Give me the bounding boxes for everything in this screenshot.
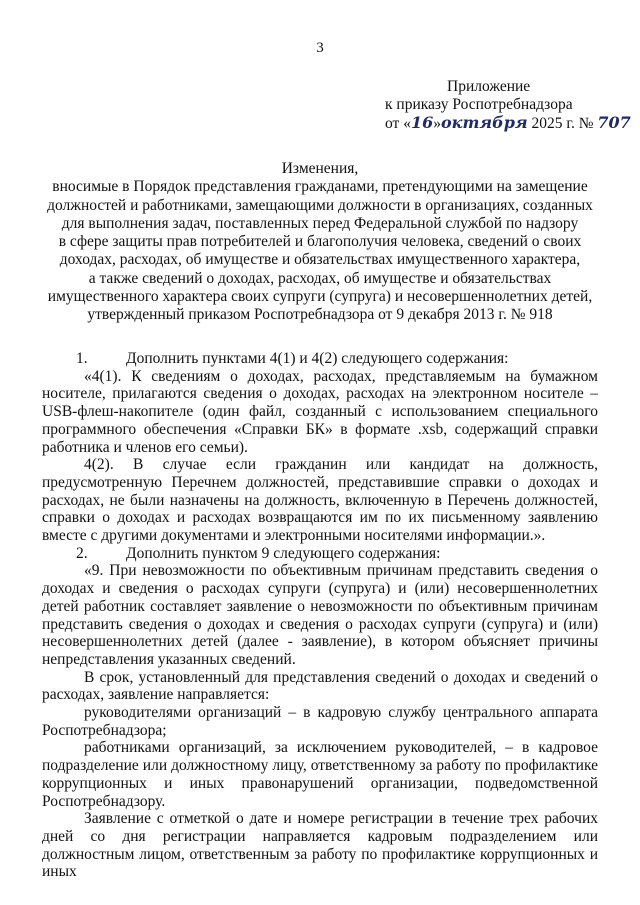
date-mid: »: [433, 115, 441, 132]
item-number: 2.: [76, 544, 88, 562]
item-text: Дополнить пунктами 4(1) и 4(2) следующего содержания:: [126, 350, 509, 367]
numbered-item-1: [42, 350, 598, 368]
numbered-item-2: [42, 545, 598, 563]
document-body: [42, 350, 598, 881]
title-line: в сфере защиты прав потребителей и благополучия человека, сведений о своих: [58, 233, 582, 251]
paragraph-4-1: «4(1). К сведениям о доходах, расходах, представляемым на бумажном носителе, прилагаются сведения о доходах, расходах на электронном носителе – USB-флеш-накопителе (один файл, созданный с использованием специального программного обеспечения «Справки БК» в формате .xsb, содержащий справки работника и членов его семьи).: [42, 367, 598, 456]
title-line: доходах, расходах, об имуществе и обязательствах имущественного характера,: [59, 251, 581, 269]
title-line: а также сведений о доходах, расходах, об имуществе и обязательствах: [88, 269, 552, 287]
date-year: 2025 г. №: [531, 115, 594, 132]
paragraph-4-2: 4(2). В случае если гражданин или кандидат на должность, предусмотренную Перечнем должностей, представившие справки о доходах и расходах, не были назначены на должность, включенную в Перечень должностей, справки о доходах и расходах возвращаются им по их письменному заявлению вместе с другими документами и электронными носителями информации.».: [42, 456, 598, 545]
paragraph-heads: руководителями организаций – в кадровую службу центрального аппарата Роспотребнадзора;: [42, 704, 598, 739]
appendix-order-ref: к приказу Роспотребнадзора: [385, 96, 573, 113]
title-line: вносимые в Порядок представления гражданами, претендующими на замещение: [52, 178, 588, 196]
page-number: 3: [316, 40, 324, 56]
handwritten-day: 16: [410, 113, 434, 132]
item-number: 1.: [76, 350, 88, 367]
paragraph-9: «9. При невозможности по объективным причинам представить сведения о доходах и сведения о расходах супруги (супруга) и (или) несовершеннолетних детей работник составляет заявление о невозможности по объективным причинам представить сведения о доходах и сведения о расходах супруги (супруга) и (или) несовершеннолетних детей (далее - заявление), в котором объясняет причины непредставления указанных сведений.: [42, 562, 598, 668]
item-text: Дополнить пунктом 9 следующего содержания:: [126, 544, 441, 562]
paragraph-registration: Заявление с отметкой о дате и номере регистрации в течение трех рабочих дней со дня регистрации направляется кадровым подразделением или должностным лицом, ответственным за работу по профилактике коррупционных и иных: [42, 810, 598, 881]
date-prefix: от «: [385, 115, 411, 132]
appendix-block: [385, 78, 631, 133]
title-line: должностей и работниками, замещающими должности в организациях, созданных: [47, 196, 593, 214]
title-heading: Изменения,: [281, 160, 359, 177]
handwritten-order-number: 707: [597, 113, 631, 132]
title-line: для выполнения задач, поставленных перед Федеральной службой по надзору: [61, 214, 579, 232]
paragraph-employees: работниками организаций, за исключением руководителей, – в кадровое подразделение или должностному лицу, ответственному за работу по профилактике коррупционных и иных правонарушений организации, подведомственной Роспотребнадзору.: [42, 739, 598, 810]
paragraph-deadline: В срок, установленный для представления сведений о доходах и сведений о расходах, заявление направляется:: [42, 668, 598, 704]
title-line: утвержденный приказом Роспотребнадзора от 9 декабря 2013 г. № 918: [87, 306, 553, 324]
title-line: имущественного характера своих супруги (супруга) и несовершеннолетних детей,: [47, 288, 593, 306]
appendix-date-line: [385, 113, 631, 133]
appendix-label: Приложение: [447, 78, 531, 95]
document-title: [45, 160, 595, 325]
handwritten-month: октября: [440, 113, 528, 132]
